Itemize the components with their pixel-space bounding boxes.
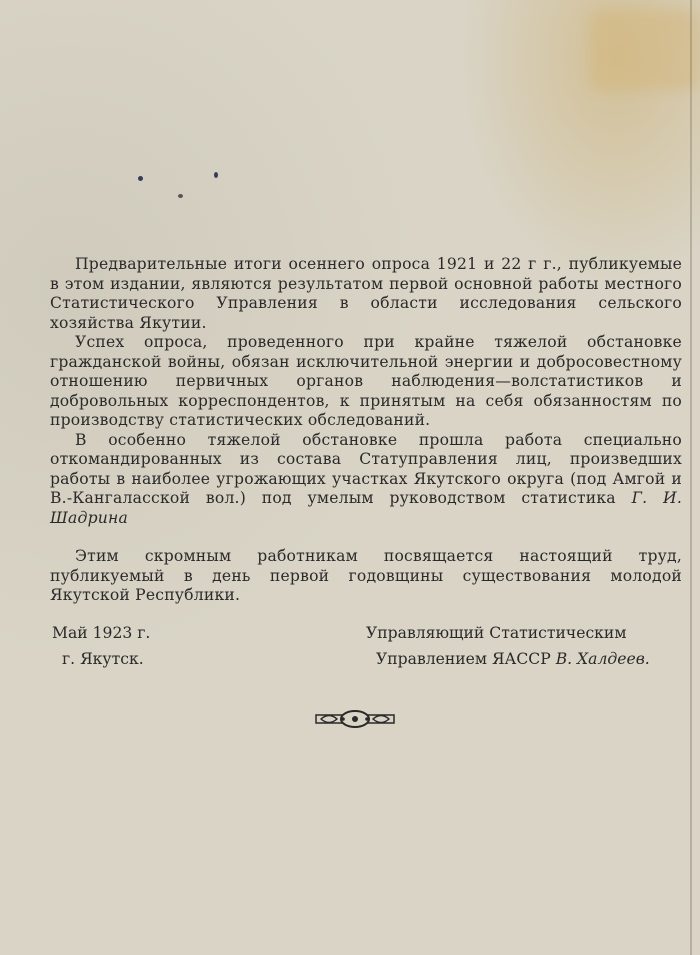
page-edge [690,0,692,955]
signatory-title-line1: Управляющий Статистическим [366,624,627,642]
signature-city: г. Якутск. [62,650,144,668]
ink-speck [214,172,218,178]
paper-stain [590,10,700,90]
paragraph-3 [50,431,682,529]
signature-block [50,620,682,680]
paragraph-4: Этим скромным работникам посвящается настоящий труд, публикуемый в день первой годовщины существования молодой Якутской Республики. [50,547,682,604]
paragraph-1: Предварительные итоги осеннего опроса 1921 и 22 г г., публикуемые в этом издании, являются результатом первой основной работы местного Статистического Управления в области исследования сельского хозяйства Якутии. [50,255,682,332]
paragraph-3-text: В особенно тяжелой обстановке прошла работа специально откомандированных из состава Статуправления лиц, произведших работы в наиболее угрожающих участках Якутского округа (под Амгой и В.-Кангаласской вол.) под умелым руководством статистика [50,430,682,507]
ink-speck [178,194,183,198]
ink-speck [138,176,143,181]
ornament-icon [315,708,395,730]
paragraph-2: Успех опроса, проведенного при крайне тяжелой обстановке гражданской войны, обязан исключительной энергии и добросовестному отношению первичных органов наблюдения—волстатистиков и добровольных корреспондентов, к принятым на себя обязанностям по производству статистических обследований. [50,333,682,429]
signature-date: Май 1923 г. [52,624,151,642]
date-place [52,620,150,672]
ink-specks [130,170,250,210]
signatory-title-line2-text: Управлением ЯАССР [376,650,551,668]
signatory-title-line2 [366,646,650,672]
body-text [50,255,682,606]
signatory [366,620,650,672]
statistician-name: Г. И. Шадрина [50,489,682,527]
signatory-name: В. Халдеев. [555,650,650,668]
